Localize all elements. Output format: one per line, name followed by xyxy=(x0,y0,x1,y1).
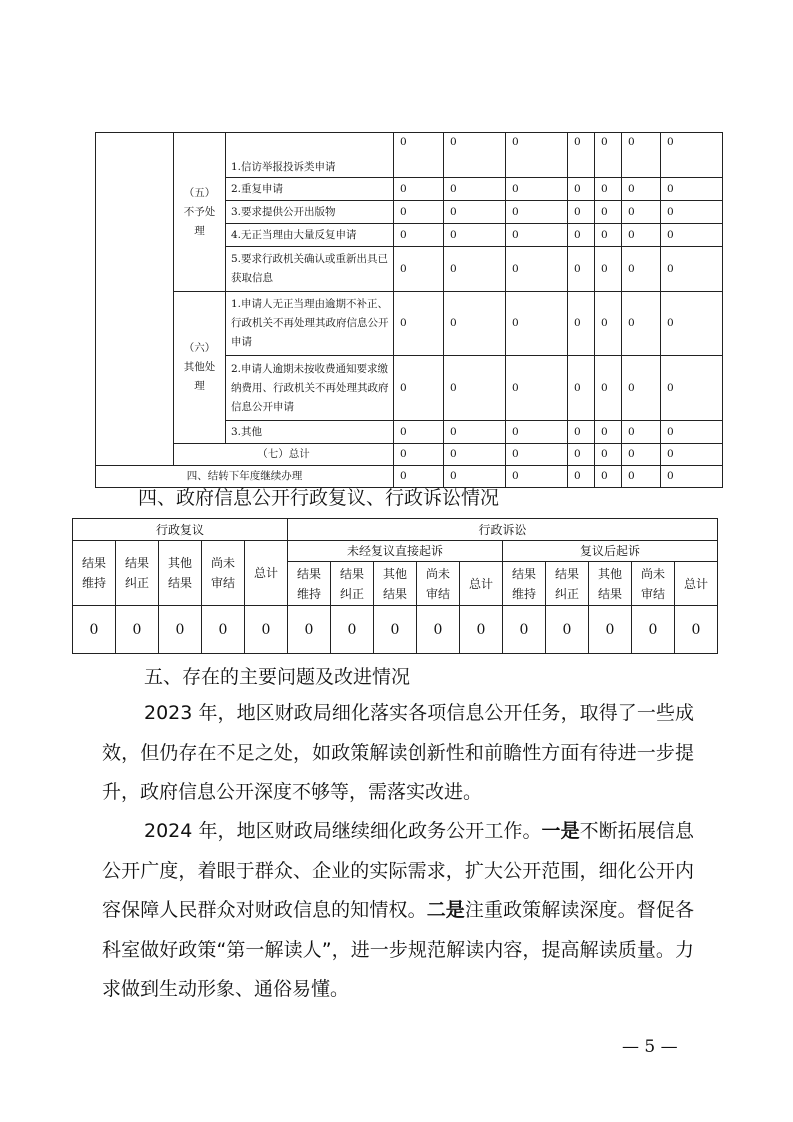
value-cell: 0 xyxy=(568,133,595,178)
paragraph-2024-intro: 2024 年，地区财政局继续细化政务公开工作。 xyxy=(144,820,542,842)
value-cell: 0 xyxy=(331,606,374,654)
sub-header: 结果纠正 xyxy=(116,541,159,606)
value-cell: 0 xyxy=(506,444,568,466)
value-cell: 0 xyxy=(568,466,595,488)
sub-header: 结果维持 xyxy=(73,541,116,606)
value-cell: 0 xyxy=(460,606,503,654)
after-review-header: 复议后起诉 xyxy=(503,541,718,562)
value-cell: 0 xyxy=(506,421,568,444)
value-cell: 0 xyxy=(394,444,444,466)
value-cell: 0 xyxy=(568,224,595,247)
value-cell: 0 xyxy=(595,292,622,356)
group-label-other-processing: （六）其他处理 xyxy=(174,292,226,444)
value-cell: 0 xyxy=(444,178,506,201)
value-cell: 0 xyxy=(568,178,595,201)
value-cell: 0 xyxy=(595,224,622,247)
paragraph-2024 xyxy=(102,812,694,1010)
value-cell: 0 xyxy=(506,178,568,201)
header-row xyxy=(73,519,718,541)
point-two-text: 注重政策解读深度。督促各科室做好政策“第一解读人”，进一步规范解读内容，提高解读质量。力求做到生动形象、通俗易懂。 xyxy=(102,899,694,1000)
row-label: 2.重复申请 xyxy=(226,178,394,201)
value-cell: 0 xyxy=(661,292,723,356)
row-label: 4.无正当理由大量反复申请 xyxy=(226,224,394,247)
value-cell: 0 xyxy=(444,201,506,224)
disposal-table xyxy=(95,132,723,488)
value-cell: 0 xyxy=(444,133,506,178)
value-cell: 0 xyxy=(595,201,622,224)
sub-header: 其他结果 xyxy=(374,562,417,606)
value-cell: 0 xyxy=(595,421,622,444)
review-header: 行政复议 xyxy=(73,519,288,541)
value-cell: 0 xyxy=(568,247,595,292)
value-cell: 0 xyxy=(159,606,202,654)
value-cell: 0 xyxy=(661,133,723,178)
value-cell: 0 xyxy=(595,444,622,466)
value-cell: 0 xyxy=(568,421,595,444)
value-cell: 0 xyxy=(506,201,568,224)
paragraph-2023 xyxy=(102,694,694,813)
sub-header: 总计 xyxy=(675,562,718,606)
value-cell: 0 xyxy=(661,421,723,444)
row-label: 3.其他 xyxy=(226,421,394,444)
sub-header: 结果维持 xyxy=(288,562,331,606)
value-cell: 0 xyxy=(595,356,622,421)
value-cell: 0 xyxy=(622,201,661,224)
direct-suit-header: 未经复议直接起诉 xyxy=(288,541,503,562)
sub-header: 尚未审结 xyxy=(202,541,245,606)
value-cell: 0 xyxy=(506,133,568,178)
carry-over-label: 四、结转下年度继续办理 xyxy=(96,466,394,488)
row-label: 1.信访举报投诉类申请 xyxy=(226,133,394,178)
value-cell: 0 xyxy=(595,466,622,488)
sub-header: 结果纠正 xyxy=(546,562,589,606)
review-litigation-table xyxy=(72,518,718,654)
value-cell: 0 xyxy=(568,201,595,224)
value-cell: 0 xyxy=(394,292,444,356)
header-row xyxy=(73,541,718,562)
value-cell: 0 xyxy=(444,421,506,444)
row-label: 3.要求提供公开出版物 xyxy=(226,201,394,224)
value-cell: 0 xyxy=(73,606,116,654)
sub-header: 尚未审结 xyxy=(632,562,675,606)
value-cell: 0 xyxy=(595,247,622,292)
section4-title: 四、政府信息公开行政复议、行政诉讼情况 xyxy=(138,487,500,509)
value-cell: 0 xyxy=(661,356,723,421)
value-cell: 0 xyxy=(506,356,568,421)
value-cell: 0 xyxy=(568,356,595,421)
row-label: 1.申请人无正当理由逾期不补正、行政机关不再处理其政府信息公开申请 xyxy=(226,292,394,356)
value-cell: 0 xyxy=(622,224,661,247)
sub-header: 总计 xyxy=(460,562,503,606)
sub-header: 其他结果 xyxy=(159,541,202,606)
value-cell: 0 xyxy=(506,224,568,247)
sub-header: 其他结果 xyxy=(589,562,632,606)
sub-header: 结果纠正 xyxy=(331,562,374,606)
paragraph-2023-text: 2023 年，地区财政局细化落实各项信息公开任务，取得了一些成效，但仍存在不足之处，如政策解读创新性和前瞻性方面有待进一步提升，政府信息公开深度不够等，需落实改进。 xyxy=(102,702,694,803)
value-cell: 0 xyxy=(394,421,444,444)
value-row xyxy=(73,606,718,654)
value-cell: 0 xyxy=(568,292,595,356)
value-cell: 0 xyxy=(503,606,546,654)
total-label: （七）总计 xyxy=(174,444,394,466)
value-cell: 0 xyxy=(675,606,718,654)
row-label: 2.申请人逾期未按收费通知要求缴纳费用、行政机关不再处理其政府信息公开申请 xyxy=(226,356,394,421)
value-cell: 0 xyxy=(374,606,417,654)
value-cell: 0 xyxy=(444,224,506,247)
value-cell: 0 xyxy=(394,133,444,178)
value-cell: 0 xyxy=(622,178,661,201)
value-cell: 0 xyxy=(622,133,661,178)
point-two-label: 二是 xyxy=(426,899,465,921)
value-cell: 0 xyxy=(245,606,288,654)
value-cell: 0 xyxy=(595,178,622,201)
table-row xyxy=(96,292,723,356)
value-cell: 0 xyxy=(394,356,444,421)
value-cell: 0 xyxy=(622,247,661,292)
value-cell: 0 xyxy=(394,247,444,292)
value-cell: 0 xyxy=(622,356,661,421)
page-number: — 5 — xyxy=(622,1037,678,1057)
value-cell: 0 xyxy=(661,201,723,224)
value-cell: 0 xyxy=(506,466,568,488)
value-cell: 0 xyxy=(661,247,723,292)
point-one-label: 一是 xyxy=(541,820,580,842)
value-cell: 0 xyxy=(444,466,506,488)
value-cell: 0 xyxy=(595,133,622,178)
litigation-header: 行政诉讼 xyxy=(288,519,718,541)
value-cell: 0 xyxy=(444,356,506,421)
value-cell: 0 xyxy=(622,421,661,444)
point-one-text: 不断拓展信息公开广度，着眼于群众、企业的实际需求，扩大公开范围，细化公开内容保障人民群众对财政信息的知情权。 xyxy=(102,820,694,921)
section5-title: 五、存在的主要问题及改进情况 xyxy=(144,666,411,688)
value-cell: 0 xyxy=(632,606,675,654)
value-cell: 0 xyxy=(444,292,506,356)
value-cell: 0 xyxy=(661,466,723,488)
group-label-no-processing: （五）不予处理 xyxy=(174,133,226,292)
value-cell: 0 xyxy=(444,444,506,466)
value-cell: 0 xyxy=(622,292,661,356)
value-cell: 0 xyxy=(622,444,661,466)
value-cell: 0 xyxy=(394,178,444,201)
value-cell: 0 xyxy=(546,606,589,654)
row-label: 5.要求行政机关确认或重新出具已获取信息 xyxy=(226,247,394,292)
value-cell: 0 xyxy=(202,606,245,654)
left-blank-cell xyxy=(96,133,174,466)
sub-header: 结果维持 xyxy=(503,562,546,606)
value-cell: 0 xyxy=(116,606,159,654)
value-cell: 0 xyxy=(394,466,444,488)
value-cell: 0 xyxy=(444,247,506,292)
value-cell: 0 xyxy=(661,178,723,201)
sub-header: 总计 xyxy=(245,541,288,606)
value-cell: 0 xyxy=(506,247,568,292)
value-cell: 0 xyxy=(661,224,723,247)
sub-header: 尚未审结 xyxy=(417,562,460,606)
value-cell: 0 xyxy=(417,606,460,654)
value-cell: 0 xyxy=(288,606,331,654)
table-row xyxy=(96,133,723,178)
total-row xyxy=(96,444,723,466)
value-cell: 0 xyxy=(394,224,444,247)
value-cell: 0 xyxy=(622,466,661,488)
value-cell: 0 xyxy=(506,292,568,356)
value-cell: 0 xyxy=(661,444,723,466)
value-cell: 0 xyxy=(568,444,595,466)
value-cell: 0 xyxy=(394,201,444,224)
value-cell: 0 xyxy=(589,606,632,654)
